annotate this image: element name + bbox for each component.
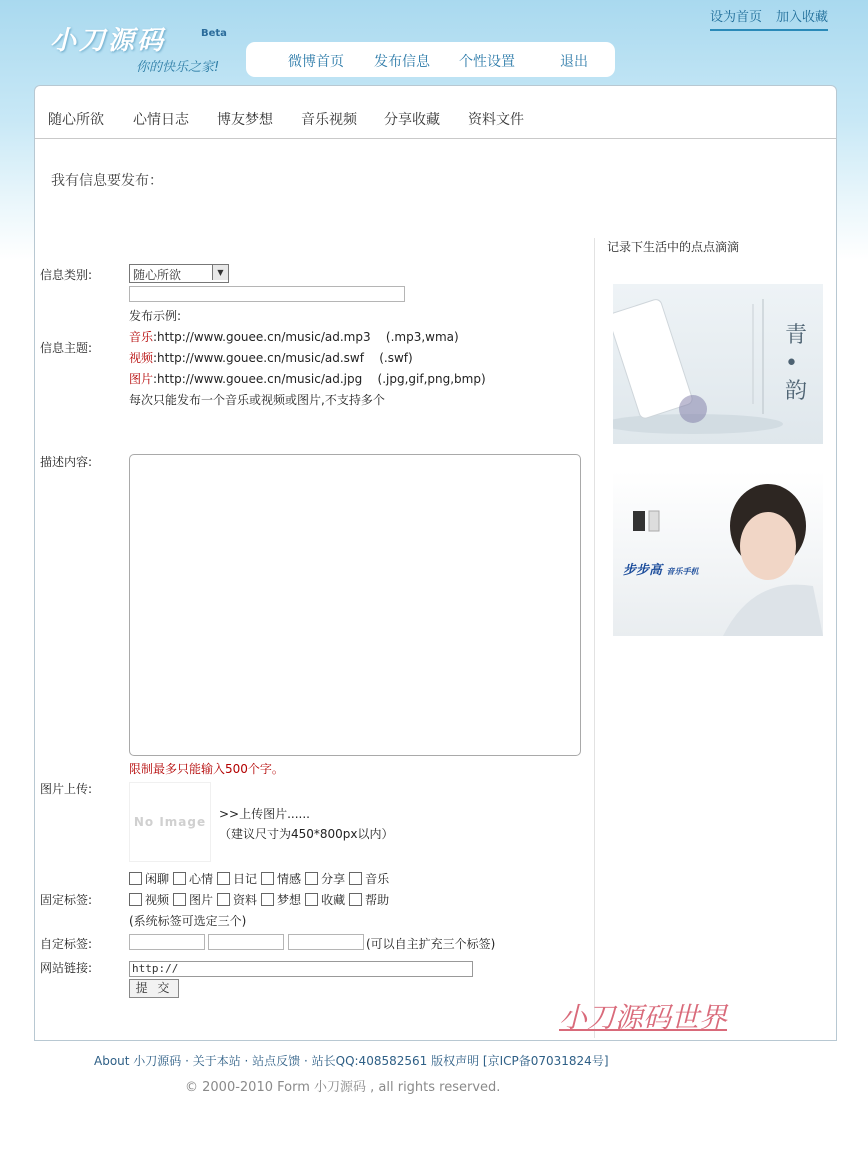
limit-prefix: 限制最多只能输入	[129, 762, 226, 776]
tag-checkbox-item[interactable]	[129, 870, 169, 887]
tag-label: 资料	[233, 893, 258, 907]
example-url: :http://www.gouee.cn/music/ad.swf	[153, 351, 364, 365]
limit-number: 500	[225, 762, 248, 776]
type-select-value: 随心所欲	[133, 268, 182, 282]
example-kind: 图片	[129, 372, 154, 386]
tag-label: 收藏	[321, 893, 346, 907]
fixed-tags-label: 固定标签:	[40, 893, 93, 907]
custom-tags-label: 自定标签:	[40, 937, 93, 951]
tag-label: 视频	[145, 893, 170, 907]
example-note: 每次只能发布一个音乐或视频或图片,不支持多个	[129, 393, 385, 407]
ad-banner-phone[interactable]	[613, 284, 823, 444]
image-upload-label: 图片上传:	[40, 782, 93, 796]
example-video	[129, 349, 413, 366]
tag-checkbox-item[interactable]	[261, 870, 301, 887]
tag-label: 帮助	[365, 893, 390, 907]
footer-copyright: © 2000-2010 Form 小刀源码 , all rights reserved.	[185, 1080, 501, 1095]
checkbox[interactable]	[217, 872, 230, 885]
checkbox[interactable]	[305, 872, 318, 885]
example-ext: (.swf)	[379, 351, 413, 365]
tag-label: 音乐	[365, 872, 390, 886]
tag-checkbox-item[interactable]	[305, 870, 345, 887]
upload-size-hint: （建议尺寸为450*800px以内）	[219, 827, 394, 841]
tag-label: 情感	[277, 872, 302, 886]
example-url: :http://www.gouee.cn/music/ad.jpg	[153, 372, 363, 386]
fixed-tags-row-1	[129, 870, 393, 887]
watermark-text: 小刀源码世界	[559, 1001, 728, 1034]
nav-weibo-home[interactable]: 微博首页	[288, 54, 344, 70]
example-kind: 视频	[129, 351, 154, 365]
example-music	[129, 328, 459, 345]
custom-tag-input-2[interactable]	[208, 934, 284, 950]
website-link-input[interactable]: http://	[129, 961, 473, 977]
nav-publish[interactable]: 发布信息	[374, 54, 430, 70]
example-ext: (.jpg,gif,png,bmp)	[377, 372, 486, 386]
checkbox[interactable]	[261, 872, 274, 885]
example-image	[129, 370, 486, 387]
checkbox[interactable]	[261, 893, 274, 906]
no-image-placeholder: No Image	[129, 782, 211, 862]
site-logo-title: 小刀源码	[50, 26, 167, 56]
checkbox[interactable]	[173, 893, 186, 906]
category-tab[interactable]: 心情日志	[133, 112, 189, 128]
main-nav	[246, 42, 615, 77]
checkbox[interactable]	[349, 872, 362, 885]
category-tab[interactable]: 博友梦想	[217, 112, 273, 128]
site-slogan: 你的快乐之家!	[136, 60, 220, 75]
chevron-down-icon[interactable]: ▼	[212, 265, 228, 280]
description-textarea[interactable]	[129, 454, 581, 756]
sidebar-divider	[594, 238, 595, 1038]
tags-note: (系统标签可选定三个)	[129, 914, 247, 928]
type-select[interactable]	[129, 264, 229, 283]
category-tab[interactable]: 随心所欲	[48, 112, 104, 128]
tag-checkbox-item[interactable]	[217, 891, 257, 908]
example-ext: (.mp3,wma)	[385, 330, 459, 344]
set-homepage-link[interactable]: 设为首页	[709, 10, 762, 25]
example-title: 发布示例:	[129, 309, 182, 323]
tag-label: 心情	[189, 872, 214, 886]
subject-input[interactable]	[129, 286, 405, 302]
checkbox[interactable]	[129, 872, 142, 885]
checkbox[interactable]	[173, 872, 186, 885]
publish-title: 我有信息要发布：	[51, 173, 163, 189]
tag-checkbox-item[interactable]	[173, 891, 213, 908]
custom-tag-input-1[interactable]	[129, 934, 205, 950]
tag-label: 图片	[189, 893, 214, 907]
website-link-label: 网站链接:	[40, 961, 93, 975]
tag-checkbox-item[interactable]	[129, 891, 169, 908]
tag-checkbox-item[interactable]	[173, 870, 213, 887]
ad-brand-sub: 音乐手机	[666, 567, 699, 576]
example-kind: 音乐	[129, 330, 154, 344]
custom-tags-note: (可以自主扩充三个标签)	[366, 937, 496, 951]
category-divider	[35, 138, 836, 139]
tag-checkbox-item[interactable]	[261, 891, 301, 908]
tag-label: 梦想	[277, 893, 302, 907]
nav-logout[interactable]: 退出	[560, 54, 588, 70]
submit-button[interactable]: 提 交	[129, 979, 179, 998]
tag-label: 日记	[233, 872, 258, 886]
sidebar-title: 记录下生活中的点点滴滴	[607, 240, 740, 254]
tag-checkbox-item[interactable]	[349, 870, 389, 887]
limit-suffix: 个字。	[247, 762, 284, 776]
type-label: 信息类别:	[40, 268, 93, 282]
ad-phone-text: 青•韵	[785, 323, 808, 404]
ad-banner-music-phone[interactable]	[613, 471, 823, 636]
fixed-tags-row-2	[129, 891, 393, 908]
checkbox[interactable]	[217, 893, 230, 906]
checkbox[interactable]	[349, 893, 362, 906]
category-tab[interactable]: 分享收藏	[384, 112, 440, 128]
checkbox[interactable]	[305, 893, 318, 906]
beta-badge: Beta	[201, 28, 227, 39]
main-panel	[34, 85, 837, 1041]
subject-label: 信息主题:	[40, 341, 93, 355]
tag-label: 闲聊	[145, 872, 170, 886]
upload-image-link[interactable]: >>上传图片......	[219, 807, 310, 821]
add-favorite-link[interactable]: 加入收藏	[775, 10, 828, 25]
checkbox[interactable]	[129, 893, 142, 906]
category-tab[interactable]: 资料文件	[468, 112, 524, 128]
tag-label: 分享	[321, 872, 346, 886]
nav-settings[interactable]: 个性设置	[459, 54, 515, 70]
tag-checkbox-item[interactable]	[217, 870, 257, 887]
tag-checkbox-item[interactable]	[305, 891, 345, 908]
description-label: 描述内容:	[40, 455, 93, 469]
ad-brand-name: 步步高	[623, 563, 663, 578]
top-links	[710, 6, 828, 31]
footer-links[interactable]: About 小刀源码 · 关于本站 · 站点反馈 · 站长QQ:408582561 版权声明 [京ICP备07031824号]	[94, 1054, 609, 1068]
music-phone-ad-image	[613, 471, 823, 636]
ad-brand	[623, 559, 699, 578]
example-url: :http://www.gouee.cn/music/ad.mp3	[153, 330, 371, 344]
char-limit-note	[129, 760, 284, 777]
custom-tag-input-3[interactable]	[288, 934, 364, 950]
tag-checkbox-item[interactable]	[349, 891, 389, 908]
category-tab[interactable]: 音乐视频	[301, 112, 357, 128]
